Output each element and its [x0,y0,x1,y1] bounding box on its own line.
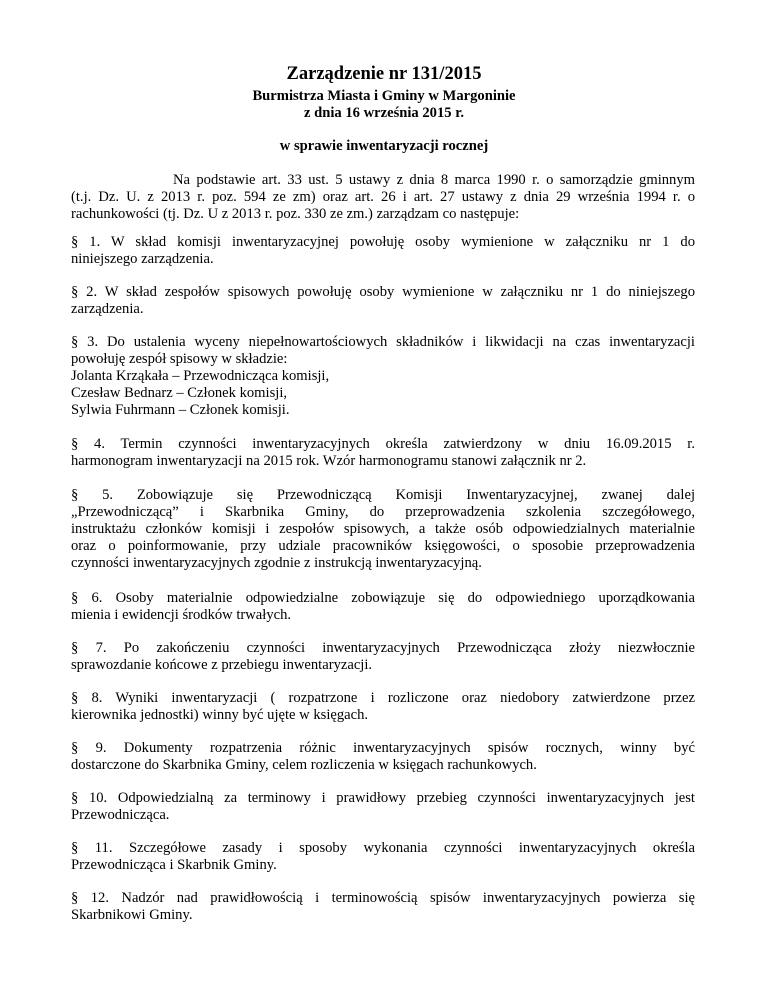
section-7 [71,640,695,674]
section-line: Skarbnikowi Gminy. [71,907,193,923]
section-11 [71,840,695,874]
section-line: Przewodnicząca i Skarbnik Gminy. [71,857,277,873]
section-line: § 8. Wyniki inwentaryzacji ( rozpatrzone i rozliczone oraz niedobory zatwierdzone przez [71,690,695,706]
document-title: Zarządzenie nr 131/2015 [286,64,482,84]
section-line: powołuję zespół spisowy w składzie: [71,351,288,367]
section-line: harmonogram inwentaryzacji na 2015 rok. Wzór harmonogramu stanowi załącznik nr 2. [71,453,587,469]
section-3 [71,334,695,419]
preamble-line: rachunkowości (tj. Dz. U z 2013 r. poz. 330 ze zm.) zarządzam co następuje: [71,206,520,222]
section-line: § 3. Do ustalenia wyceny niepełnowartościowych składników i likwidacji na czas inwentaryzacji [71,334,695,350]
section-line: oraz o poinformowanie, przy udziale pracowników księgowości, o sposobie przeprowadzenia [71,538,695,554]
section-9 [71,740,695,774]
section-line: kierownika jednostki) winny być ujęte w księgach. [71,707,369,723]
document-subject: w sprawie inwentaryzacji rocznej [279,138,489,154]
section-line: § 11. Szczegółowe zasady i sposoby wykonania czynności inwentaryzacyjnych określa [71,840,695,856]
committee-member: Sylwia Fuhrmann – Członek komisji. [71,402,290,418]
document-issuer: Burmistrza Miasta i Gminy w Margoninie [252,88,516,104]
committee-member: Czesław Bednarz – Członek komisji, [71,385,288,401]
section-line: niniejszego zarządzenia. [71,251,214,267]
section-line: instruktażu członków komisji i zespołów spisowych, a także osób odpowiedzialnych materialnie [71,521,695,537]
section-12 [71,890,695,924]
section-line: § 1. W skład komisji inwentaryzacyjnej powołuję osoby wymienione w załączniku nr 1 do [71,234,695,250]
section-8 [71,690,695,724]
preamble-line: (t.j. Dz. U. z 2013 r. poz. 594 ze zm) oraz art. 26 i art. 27 ustawy z dnia 29 września 1994 r. o [71,189,695,205]
section-line: § 7. Po zakończeniu czynności inwentaryzacyjnych Przewodnicząca złoży niezwłocznie [71,640,695,656]
section-line: § 4. Termin czynności inwentaryzacyjnych określa zatwierdzony w dniu 16.09.2015 r. [71,436,695,452]
section-line: sprawozdanie końcowe z przebiegu inwentaryzacji. [71,657,373,673]
section-line: § 6. Osoby materialnie odpowiedzialne zobowiązuje się do odpowiedniego uporządkowania [71,590,695,606]
section-6 [71,590,695,624]
section-line: § 5. Zobowiązuje się Przewodniczącą Komisji Inwentaryzacyjnej, zwanej dalej [71,487,695,503]
document-date: z dnia 16 września 2015 r. [304,105,464,121]
section-5 [71,487,695,572]
section-1 [71,234,695,268]
section-line: czynności inwentaryzacyjnych zgodnie z instrukcją inwentaryzacyjną. [71,555,482,571]
section-4 [71,436,695,470]
section-10 [71,790,695,824]
section-line: zarządzenia. [71,301,144,317]
committee-member: Jolanta Krząkała – Przewodnicząca komisji, [71,368,330,384]
section-line: dostarczone do Skarbnika Gminy, celem rozliczenia w księgach rachunkowych. [71,757,537,773]
section-line: § 10. Odpowiedzialną za terminowy i prawidłowy przebieg czynności inwentaryzacyjnych jest [71,790,695,806]
section-line: § 9. Dokumenty rozpatrzenia różnic inwentaryzacyjnych spisów rocznych, winny być [71,740,695,756]
section-2 [71,284,695,318]
section-line: „Przewodniczącą” i Skarbnika Gminy, do przeprowadzenia szkolenia szczegółowego, [71,504,695,520]
preamble-line: Na podstawie art. 33 ust. 5 ustawy z dnia 8 marca 1990 r. o samorządzie gminnym [173,172,695,188]
preamble [71,172,695,223]
section-line: mienia i ewidencji środków trwałych. [71,607,292,623]
section-line: Przewodnicząca. [71,807,170,823]
section-line: § 12. Nadzór nad prawidłowością i terminowością spisów inwentaryzacyjnych powierza się [71,890,695,906]
section-line: § 2. W skład zespołów spisowych powołuję osoby wymienione w załączniku nr 1 do niniejszego [71,284,695,300]
